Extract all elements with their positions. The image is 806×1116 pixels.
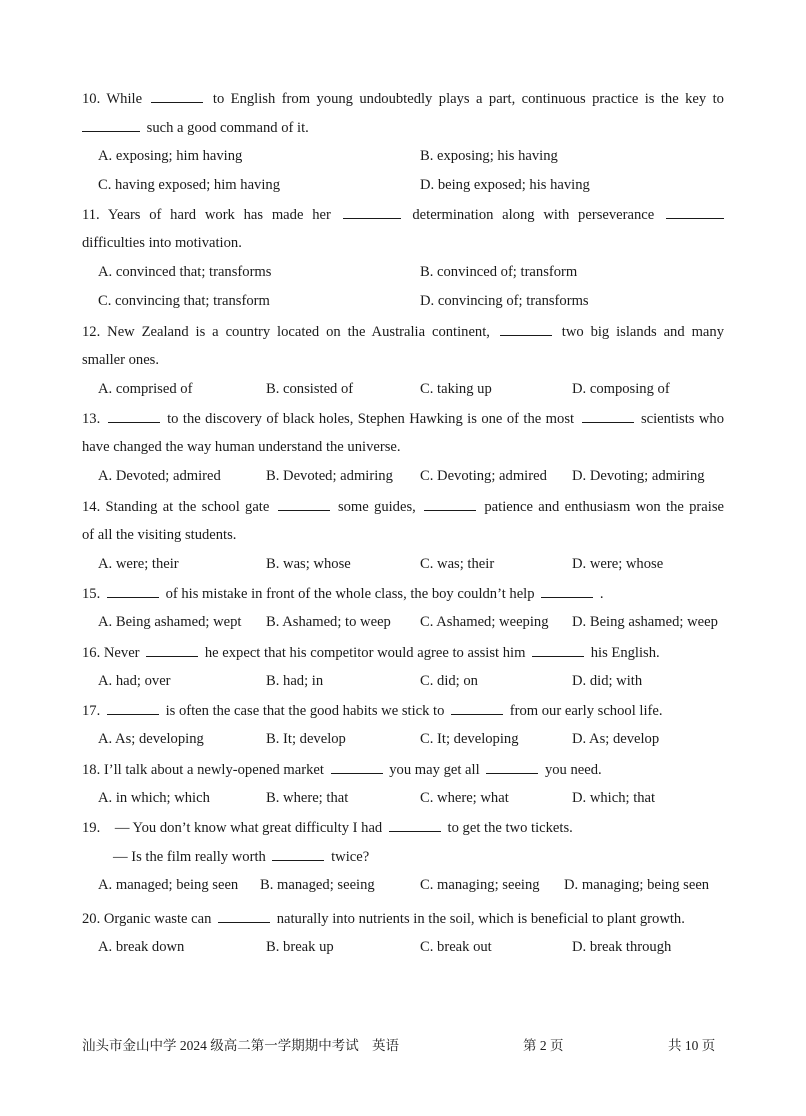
question-10-options-row-2	[98, 175, 738, 195]
option-d: D. As; develop	[572, 731, 660, 747]
option-b: B. It; develop	[266, 731, 346, 747]
option-a: A. Being ashamed; wept	[98, 614, 242, 630]
question-18-line-1: 18. I’ll talk about a newly-opened market you may get all you need.	[82, 759, 724, 780]
option-b: B. where; that	[266, 790, 349, 806]
question-14-options	[98, 554, 738, 574]
question-19-options	[98, 875, 738, 895]
option-c: C. Devoting; admired	[420, 468, 547, 484]
answer-blank	[389, 817, 441, 832]
option-c: C. Ashamed; weeping	[420, 614, 549, 630]
option-d: D. which; that	[572, 790, 656, 806]
option-c: C. break out	[420, 939, 492, 955]
question-13-options	[98, 466, 738, 486]
option-d: D. Being ashamed; weep	[572, 614, 718, 630]
question-14-line-2: of all the visiting students.	[82, 527, 237, 543]
option-a: A. convinced that; transforms	[98, 264, 272, 280]
option-c: C. having exposed; him having	[98, 177, 280, 193]
footer-total-pages: 共 10 页	[668, 1038, 716, 1053]
question-17-line-1: 17. is often the case that the good habits we stick to from our early school life.	[82, 700, 724, 721]
question-11-options-row-1	[98, 262, 738, 282]
footer-exam-title: 汕头市金山中学 2024 级高二第一学期期中考试	[82, 1038, 359, 1053]
answer-blank	[666, 204, 724, 219]
answer-blank	[218, 908, 270, 923]
question-20-line-1: 20. Organic waste can naturally into nutrients in the soil, which is beneficial to plant growth.	[82, 908, 724, 929]
option-c: C. managing; seeing	[420, 877, 540, 893]
answer-blank	[532, 642, 584, 657]
question-20-options	[98, 937, 738, 957]
question-13-line-2: have changed the way human understand the universe.	[82, 439, 401, 455]
option-a: A. break down	[98, 939, 185, 955]
option-a: A. exposing; him having	[98, 148, 243, 164]
question-10-options-row-1	[98, 146, 738, 166]
answer-blank	[107, 583, 159, 598]
answer-blank	[146, 642, 198, 657]
answer-blank	[278, 496, 330, 511]
answer-blank	[107, 700, 159, 715]
question-19-line-1: 19. — You don’t know what great difficulty I had to get the two tickets.	[82, 817, 724, 838]
option-d: D. composing of	[572, 381, 670, 397]
question-11-line-1: 11. Years of hard work has made her determination along with perseverance	[82, 204, 724, 225]
option-a: A. had; over	[98, 673, 171, 689]
option-c: C. convincing that; transform	[98, 293, 270, 309]
option-b: B. was; whose	[266, 556, 351, 572]
footer-subject: 英语	[372, 1038, 399, 1053]
option-b: B. convinced of; transform	[420, 264, 578, 280]
option-c: C. was; their	[420, 556, 495, 572]
answer-blank	[108, 408, 160, 423]
question-15-line-1: 15. of his mistake in front of the whole class, the boy couldn’t help .	[82, 583, 724, 604]
footer-page-number: 第 2 页	[523, 1038, 564, 1053]
answer-blank	[541, 583, 593, 598]
option-c: C. taking up	[420, 381, 492, 397]
option-d: D. convincing of; transforms	[420, 293, 589, 309]
option-b: B. managed; seeing	[260, 877, 375, 893]
option-a: A. managed; being seen	[98, 877, 239, 893]
question-16-line-1: 16. Never he expect that his competitor would agree to assist him his English.	[82, 642, 724, 663]
option-a: A. comprised of	[98, 381, 193, 397]
question-10-line-1: 10. While to English from young undoubtedly plays a part, continuous practice is the key to	[82, 88, 724, 109]
option-d: D. being exposed; his having	[420, 177, 590, 193]
answer-blank	[451, 700, 503, 715]
option-a: A. As; developing	[98, 731, 204, 747]
question-14-line-1: 14. Standing at the school gate some guides, patience and enthusiasm won the praise	[82, 496, 724, 517]
answer-blank	[82, 117, 140, 132]
option-b: B. Ashamed; to weep	[266, 614, 391, 630]
option-b: B. had; in	[266, 673, 324, 689]
answer-blank	[331, 759, 383, 774]
answer-blank	[424, 496, 476, 511]
option-b: B. consisted of	[266, 381, 354, 397]
answer-blank	[582, 408, 634, 423]
question-12-options	[98, 379, 738, 399]
answer-blank	[151, 88, 203, 103]
question-12-line-2: smaller ones.	[82, 352, 160, 368]
option-c: C. where; what	[420, 790, 509, 806]
question-10-line-2: such a good command of it.	[82, 117, 724, 138]
option-a: A. Devoted; admired	[98, 468, 221, 484]
option-d: D. did; with	[572, 673, 643, 689]
question-11-options-row-2	[98, 291, 738, 311]
option-d: D. break through	[572, 939, 672, 955]
question-13-line-1: 13. to the discovery of black holes, Stephen Hawking is one of the most scientists who	[82, 408, 724, 429]
option-d: D. were; whose	[572, 556, 664, 572]
answer-blank	[343, 204, 401, 219]
question-16-options	[98, 671, 738, 691]
option-d: D. managing; being seen	[564, 877, 710, 893]
question-15-options	[98, 612, 738, 632]
option-a: A. in which; which	[98, 790, 210, 806]
option-a: A. were; their	[98, 556, 179, 572]
answer-blank	[500, 321, 552, 336]
option-d: D. Devoting; admiring	[572, 468, 705, 484]
question-11-line-2: difficulties into motivation.	[82, 235, 242, 251]
question-17-options	[98, 729, 738, 749]
option-c: C. It; developing	[420, 731, 519, 747]
option-b: B. exposing; his having	[420, 148, 558, 164]
option-b: B. Devoted; admiring	[266, 468, 393, 484]
question-18-options	[98, 788, 738, 808]
option-b: B. break up	[266, 939, 334, 955]
question-12-line-1: 12. New Zealand is a country located on the Australia continent, two big islands and many	[82, 321, 724, 342]
answer-blank	[486, 759, 538, 774]
answer-blank	[272, 846, 324, 861]
option-c: C. did; on	[420, 673, 478, 689]
question-19-line-2: — Is the film really worth twice?	[113, 846, 755, 867]
